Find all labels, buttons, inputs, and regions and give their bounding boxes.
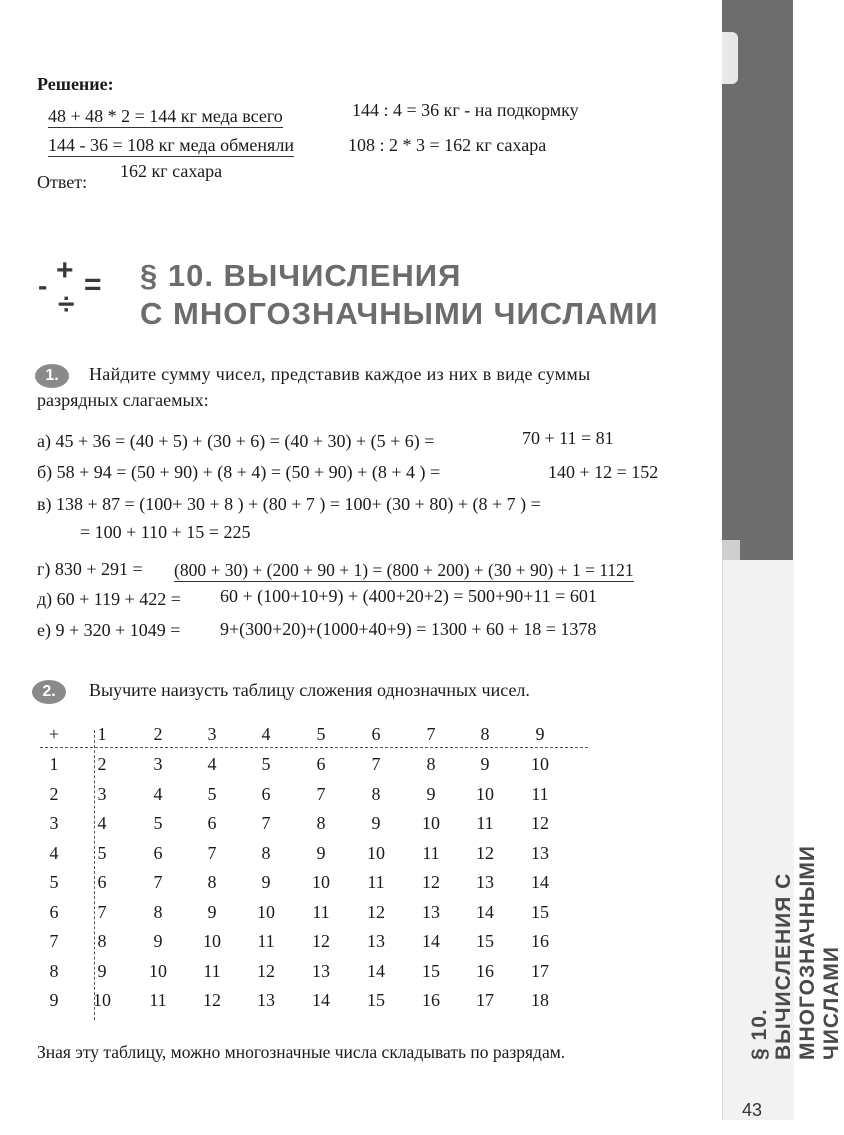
table-cell: 13	[257, 990, 275, 1010]
table-row	[40, 931, 600, 959]
table-cell: 10	[312, 872, 330, 892]
task-1-item-e-printed: е) 9 + 320 + 1049 =	[37, 620, 181, 640]
table-cell: 16	[476, 960, 494, 981]
section-title-line-2: С МНОГОЗНАЧНЫМИ ЧИСЛАМИ	[140, 296, 659, 331]
table-cell: 6	[153, 842, 163, 863]
table-cell: 15	[531, 901, 549, 922]
table-cell: 5	[261, 754, 271, 774]
table-row	[40, 872, 600, 900]
divide-icon: ÷	[58, 288, 75, 321]
table-cell: 10	[531, 754, 549, 774]
task-1-item-g-printed: г) 830 + 291 =	[37, 559, 143, 579]
table-cell: 13	[422, 901, 440, 922]
table-header-row	[40, 724, 600, 752]
table-cell: 11	[476, 813, 494, 833]
table-cell: 13	[312, 960, 330, 981]
table-cell: 15	[476, 931, 494, 951]
section-title-line-1: § 10. ВЫЧИСЛЕНИЯ	[140, 258, 462, 293]
table-cell: 10	[367, 842, 385, 863]
table-cell: 11	[149, 990, 167, 1010]
side-tab-marker	[722, 32, 738, 84]
table-cell: 14	[476, 901, 494, 922]
table-cell: 9	[480, 754, 490, 774]
table-row	[40, 813, 600, 841]
table-cell: 16	[531, 931, 549, 951]
plus-icon: +	[56, 254, 74, 287]
table-cell: 9	[97, 960, 107, 981]
footer-text: Зная эту таблицу, можно многозначные числа складывать по разрядам.	[37, 1042, 566, 1062]
solution-line-3: 144 - 36 = 108 кг меда обменяли	[48, 135, 294, 155]
table-cell: 7	[371, 754, 381, 774]
table-cell: 11	[531, 783, 549, 804]
table-cell: 13	[476, 872, 494, 892]
table-row-label: 3	[49, 813, 59, 833]
equals-icon: =	[84, 268, 102, 301]
table-cell: 12	[422, 872, 440, 892]
page-number: 43	[742, 1100, 763, 1120]
table-cell: 11	[257, 931, 275, 951]
table-cell: 10	[476, 783, 494, 804]
solution-label: Решение:	[37, 74, 114, 94]
table-cell: 5	[153, 813, 163, 833]
table-cell: 12	[312, 931, 330, 951]
task-1-item-d-answer: 60 + (100+10+9) + (400+20+2) = 500+90+11 = 601	[220, 586, 597, 606]
table-cell: 15	[367, 990, 385, 1010]
solution-line-4: 108 : 2 * 3 = 162 кг сахара	[348, 135, 547, 155]
table-cell: 9	[426, 783, 436, 804]
table-cell: 9	[153, 931, 163, 951]
table-cell: 8	[261, 842, 271, 863]
table-cell: 10	[203, 931, 221, 951]
table-header-cell: 6	[371, 724, 381, 744]
table-row	[40, 961, 600, 989]
table-header-cell: 1	[97, 724, 107, 744]
task-1-item-e-answer: 9+(300+20)+(1000+40+9) = 1300 + 60 + 18 = 1378	[220, 619, 597, 639]
side-band-dark	[722, 0, 793, 560]
table-cell: 12	[476, 842, 494, 863]
table-cell: 8	[153, 901, 163, 922]
table-header-cell: 5	[316, 724, 326, 744]
table-cell: 9	[316, 842, 326, 863]
table-cell: 12	[203, 990, 221, 1010]
table-cell: 6	[261, 783, 271, 804]
table-cell: 15	[422, 960, 440, 981]
table-header-cell: 2	[153, 724, 163, 744]
table-cell: 7	[207, 842, 217, 863]
table-row-label: 6	[49, 901, 59, 922]
table-cell: 11	[312, 901, 330, 922]
table-header-cell: 4	[261, 724, 271, 744]
table-cell: 6	[97, 872, 107, 892]
table-cell: 11	[422, 842, 440, 863]
table-row	[40, 902, 600, 930]
table-cell: 9	[261, 872, 271, 892]
task-1-item-b-printed: б) 58 + 94 = (50 + 90) + (8 + 4) = (50 + 90) + (8 + 4 ) =	[37, 462, 441, 482]
table-cell: 10	[93, 990, 111, 1010]
task-1-item-v-continuation: = 100 + 110 + 15 = 225	[80, 522, 251, 542]
table-cell: 7	[316, 783, 326, 804]
table-row-label: 8	[49, 960, 59, 981]
table-row-label: 7	[49, 931, 59, 951]
minus-icon: -	[38, 270, 48, 301]
table-cell: 4	[207, 754, 217, 774]
table-row-label: 9	[49, 990, 59, 1010]
table-row-label: 2	[49, 783, 59, 804]
table-cell: 10	[149, 960, 167, 981]
table-row	[40, 754, 600, 782]
math-operations-icon	[38, 254, 118, 330]
task-1-item-a-answer: 70 + 11 = 81	[522, 428, 614, 448]
table-cell: 7	[97, 901, 107, 922]
table-cell: 3	[153, 754, 163, 774]
table-header-cell: 9	[535, 724, 545, 744]
table-row-label: 4	[49, 842, 59, 863]
task-2-text: Выучите наизусть таблицу сложения однозначных чисел.	[89, 680, 530, 700]
solution-line-2: 144 : 4 = 36 кг - на подкормку	[352, 100, 579, 120]
table-row	[40, 843, 600, 871]
table-cell: 11	[203, 960, 221, 981]
table-cell: 14	[422, 931, 440, 951]
table-cell: 8	[371, 783, 381, 804]
table-row-label: 1	[49, 754, 59, 774]
table-cell: 2	[97, 754, 107, 774]
table-cell: 11	[367, 872, 385, 892]
table-cell: 4	[153, 783, 163, 804]
answer-value: 162 кг сахара	[120, 161, 223, 181]
table-row	[40, 784, 600, 812]
table-cell: 5	[207, 783, 217, 804]
table-header-cell: 7	[426, 724, 436, 744]
task-1-text-line-1: Найдите сумму чисел, представив каждое из них в виде суммы	[89, 364, 591, 384]
table-row	[40, 990, 600, 1018]
table-cell: 17	[476, 990, 494, 1010]
solution-line-1: 48 + 48 * 2 = 144 кг меда всего	[48, 106, 283, 126]
table-cell: 10	[257, 901, 275, 922]
task-1-badge: 1.	[35, 364, 69, 388]
table-cell: 12	[531, 813, 549, 833]
table-cell: 9	[207, 901, 217, 922]
table-cell: 12	[257, 960, 275, 981]
table-cell: 18	[531, 990, 549, 1010]
table-cell: 13	[531, 842, 549, 863]
table-cell: 6	[207, 813, 217, 833]
task-1-item-d-printed: д) 60 + 119 + 422 =	[37, 589, 181, 609]
table-cell: 7	[153, 872, 163, 892]
table-cell: 8	[97, 931, 107, 951]
table-header-cell: 8	[480, 724, 490, 744]
table-cell: 8	[426, 754, 436, 774]
table-corner-plus: +	[48, 724, 60, 744]
table-cell: 14	[312, 990, 330, 1010]
table-cell: 16	[422, 990, 440, 1010]
side-tab-text: § 10. ВЫЧИСЛЕНИЯ С МНОГОЗНАЧНЫМИ ЧИСЛАМИ	[748, 845, 843, 1060]
side-band	[722, 0, 843, 1135]
table-header-cell: 3	[207, 724, 217, 744]
table-cell: 10	[422, 813, 440, 833]
table-row-label: 5	[49, 872, 59, 892]
table-cell: 4	[97, 813, 107, 833]
task-1-item-b-answer: 140 + 12 = 152	[548, 462, 659, 482]
table-cell: 8	[316, 813, 326, 833]
table-cell: 3	[97, 783, 107, 804]
table-cell: 7	[261, 813, 271, 833]
task-1-item-g-answer: (800 + 30) + (200 + 90 + 1) = (800 + 200) + (30 + 90) + 1 = 1121	[174, 560, 634, 580]
table-cell: 12	[367, 901, 385, 922]
answer-label: Ответ:	[37, 172, 88, 192]
table-cell: 14	[531, 872, 549, 892]
task-1-item-v-printed: в) 138 + 87 = (100+ 30 + 8 ) + (80 + 7 ) = 100+ (30 + 80) + (8 + 7 ) =	[37, 494, 541, 514]
table-cell: 17	[531, 960, 549, 981]
table-cell: 6	[316, 754, 326, 774]
task-1-text-line-2: разрядных слагаемых:	[37, 390, 209, 410]
task-1-item-a-printed: а) 45 + 36 = (40 + 5) + (30 + 6) = (40 + 30) + (5 + 6) =	[37, 431, 435, 451]
table-cell: 14	[367, 960, 385, 981]
table-cell: 9	[371, 813, 381, 833]
table-cell: 8	[207, 872, 217, 892]
table-cell: 5	[97, 842, 107, 863]
task-2-badge: 2.	[32, 680, 66, 704]
table-cell: 13	[367, 931, 385, 951]
